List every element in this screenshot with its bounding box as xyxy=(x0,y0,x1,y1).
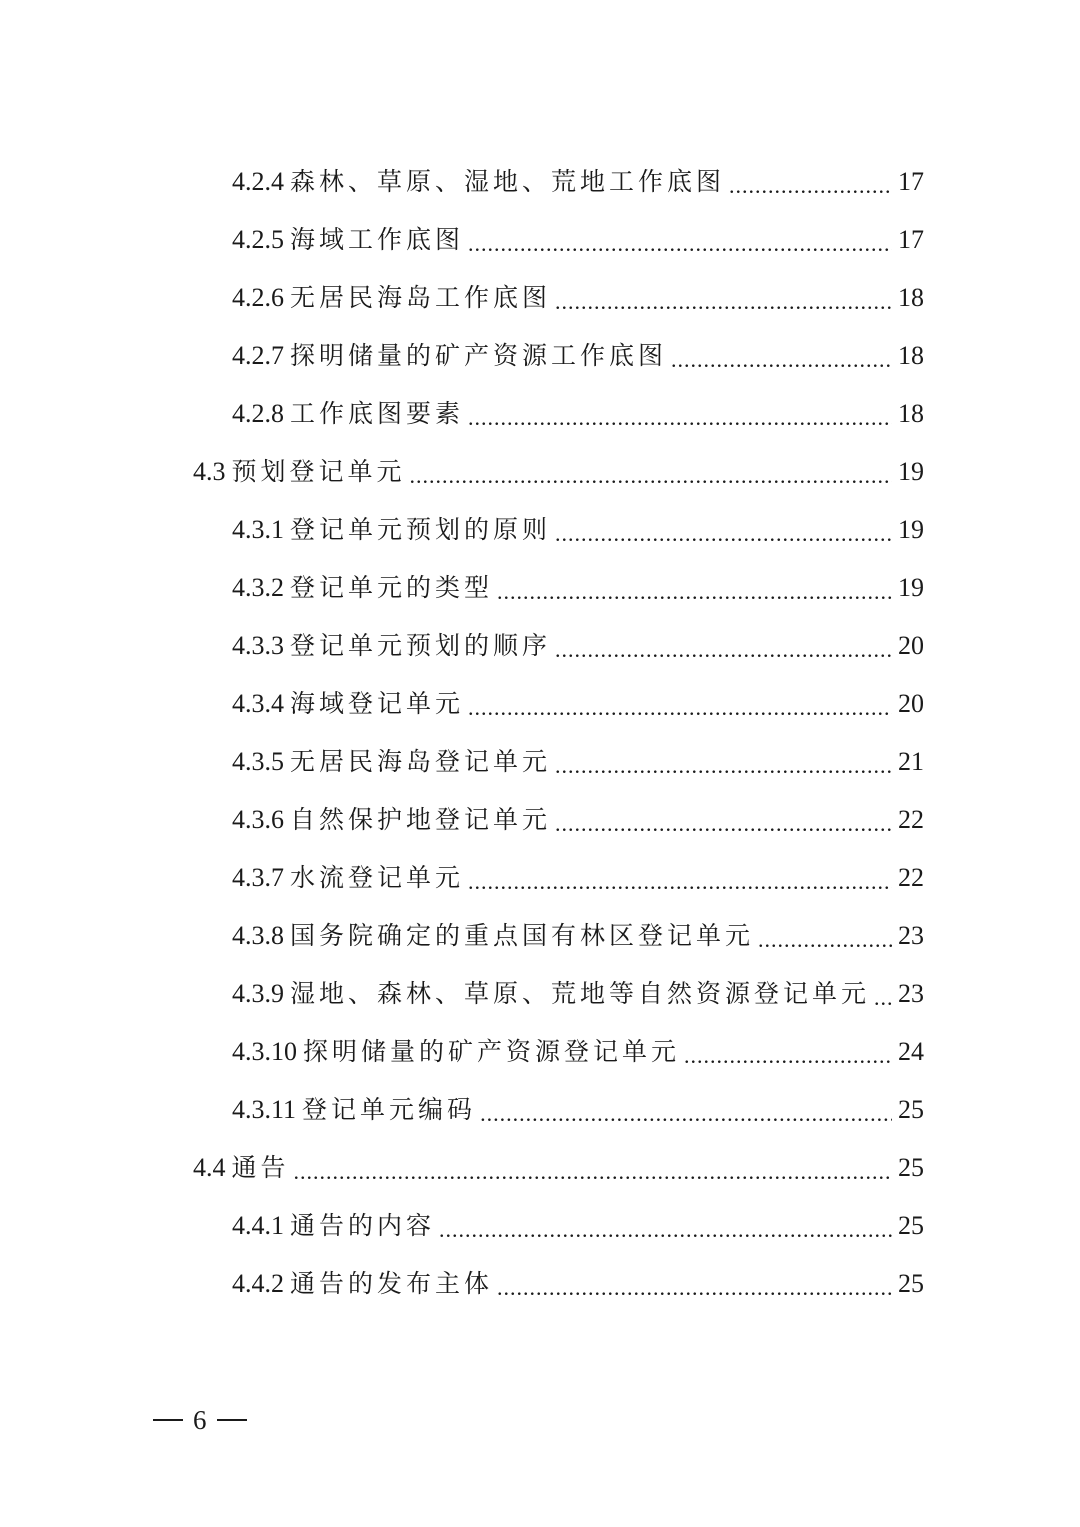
toc-dot-leader xyxy=(555,630,892,670)
toc-entry-number: 4.2.5 xyxy=(232,225,284,254)
toc-entry-title: 森林、草原、湿地、荒地工作底图 xyxy=(290,167,726,196)
toc-dot-leader xyxy=(684,1036,892,1076)
toc-entry-number: 4.4.2 xyxy=(232,1269,284,1298)
toc-entry-page: 19 xyxy=(898,573,924,602)
toc-entry-title: 登记单元预划的原则 xyxy=(290,515,552,544)
toc-entry-number: 4.3.4 xyxy=(232,689,284,718)
toc-section-entry[interactable] xyxy=(193,1148,924,1188)
toc-entry-number: 4.3.5 xyxy=(232,747,284,776)
toc-entry[interactable] xyxy=(232,394,924,434)
toc-entry-page: 17 xyxy=(898,225,924,254)
toc-entry-page: 19 xyxy=(898,515,924,544)
toc-entry[interactable] xyxy=(232,278,924,318)
toc-entry[interactable] xyxy=(232,220,924,260)
toc-entry[interactable] xyxy=(232,626,924,666)
toc-dot-leader xyxy=(410,456,892,496)
toc-entry-page: 20 xyxy=(898,631,924,660)
toc-section-entry[interactable] xyxy=(193,452,924,492)
toc-dot-leader xyxy=(468,862,892,902)
toc-dot-leader xyxy=(468,398,892,438)
toc-entry-title: 登记单元的类型 xyxy=(290,573,494,602)
toc-entry[interactable] xyxy=(232,1090,924,1130)
toc-entry[interactable] xyxy=(232,974,924,1014)
footer-dash-right xyxy=(217,1419,247,1421)
toc-entry-title: 探明储量的矿产资源工作底图 xyxy=(290,341,668,370)
toc-entry-title: 登记单元预划的顺序 xyxy=(290,631,552,660)
toc-entry-page: 23 xyxy=(898,979,924,1008)
toc-entry-number: 4.4 xyxy=(193,1153,226,1182)
toc-entry-title: 水流登记单元 xyxy=(290,863,465,892)
toc-entry-title: 海域登记单元 xyxy=(290,689,465,718)
toc-entry-title: 国务院确定的重点国有林区登记单元 xyxy=(290,921,755,950)
toc-entry[interactable] xyxy=(232,568,924,608)
toc-entry-page: 20 xyxy=(898,689,924,718)
toc-entry-title: 湿地、森林、草原、荒地等自然资源登记单元 xyxy=(290,979,871,1008)
toc-entry-number: 4.3.9 xyxy=(232,979,284,1008)
toc-entry[interactable] xyxy=(232,1032,924,1072)
toc-entry-number: 4.3.1 xyxy=(232,515,284,544)
toc-entry-number: 4.3 xyxy=(193,457,226,486)
toc-entry-number: 4.3.8 xyxy=(232,921,284,950)
toc-entry-number: 4.3.10 xyxy=(232,1037,297,1066)
toc-dot-leader xyxy=(480,1094,892,1134)
toc-dot-leader xyxy=(874,978,892,1018)
toc-entry[interactable] xyxy=(232,162,924,202)
toc-entry[interactable] xyxy=(232,1264,924,1304)
toc-entry[interactable] xyxy=(232,336,924,376)
toc-entry[interactable] xyxy=(232,916,924,956)
toc-dot-leader xyxy=(497,572,892,612)
toc-dot-leader xyxy=(439,1210,892,1250)
toc-entry[interactable] xyxy=(232,742,924,782)
page-number: 6 xyxy=(193,1404,207,1435)
toc-entry-title: 登记单元编码 xyxy=(302,1095,477,1124)
toc-dot-leader xyxy=(555,282,892,322)
toc-entry-title: 预划登记单元 xyxy=(231,457,406,486)
toc-entry-number: 4.3.6 xyxy=(232,805,284,834)
toc-entry-number: 4.2.6 xyxy=(232,283,284,312)
toc-entry-number: 4.2.8 xyxy=(232,399,284,428)
toc-entry-title: 无居民海岛工作底图 xyxy=(290,283,552,312)
footer-dash-left xyxy=(153,1419,183,1421)
toc-entry-number: 4.3.2 xyxy=(232,573,284,602)
toc-entry-page: 18 xyxy=(898,399,924,428)
toc-entry-page: 21 xyxy=(898,747,924,776)
toc-entry-page: 24 xyxy=(898,1037,924,1066)
toc-dot-leader xyxy=(555,804,892,844)
toc-entry-page: 22 xyxy=(898,863,924,892)
toc-entry-page: 23 xyxy=(898,921,924,950)
toc-entry-page: 25 xyxy=(898,1095,924,1124)
toc-dot-leader xyxy=(671,340,892,380)
toc-entry-number: 4.2.4 xyxy=(232,167,284,196)
toc-entry-page: 25 xyxy=(898,1153,924,1182)
toc-dot-leader xyxy=(555,514,892,554)
toc-entry-page: 18 xyxy=(898,341,924,370)
toc-entry-title: 探明储量的矿产资源登记单元 xyxy=(303,1037,681,1066)
toc-entry-title: 工作底图要素 xyxy=(290,399,465,428)
toc-dot-leader xyxy=(555,746,892,786)
toc-entry[interactable] xyxy=(232,684,924,724)
toc-entry-number: 4.3.7 xyxy=(232,863,284,892)
toc-entry-title: 海域工作底图 xyxy=(290,225,465,254)
toc-dot-leader xyxy=(468,224,892,264)
toc-entry[interactable] xyxy=(232,510,924,550)
toc-entry-number: 4.3.11 xyxy=(232,1095,297,1124)
toc-entry[interactable] xyxy=(232,858,924,898)
toc-entry-title: 通告的内容 xyxy=(290,1211,436,1240)
toc-entry-title: 自然保护地登记单元 xyxy=(290,805,552,834)
toc-entry-title: 无居民海岛登记单元 xyxy=(290,747,552,776)
toc-entry-title: 通告 xyxy=(231,1153,290,1182)
toc-entry-number: 4.4.1 xyxy=(232,1211,284,1240)
toc-dot-leader xyxy=(729,166,892,206)
toc-entry-number: 4.2.7 xyxy=(232,341,284,370)
toc-dot-leader xyxy=(497,1268,892,1308)
toc-entry-page: 22 xyxy=(898,805,924,834)
toc-entry-page: 19 xyxy=(898,457,924,486)
toc-entry-page: 25 xyxy=(898,1211,924,1240)
toc-dot-leader xyxy=(468,688,892,728)
toc-entry[interactable] xyxy=(232,800,924,840)
toc-entry-page: 25 xyxy=(898,1269,924,1298)
toc-entry[interactable] xyxy=(232,1206,924,1246)
toc-entry-page: 18 xyxy=(898,283,924,312)
page-footer xyxy=(153,1400,247,1440)
toc-entry-title: 通告的发布主体 xyxy=(290,1269,494,1298)
toc-dot-leader xyxy=(294,1152,892,1192)
toc-entry-page: 17 xyxy=(898,167,924,196)
toc-entry-number: 4.3.3 xyxy=(232,631,284,660)
toc-dot-leader xyxy=(758,920,892,960)
